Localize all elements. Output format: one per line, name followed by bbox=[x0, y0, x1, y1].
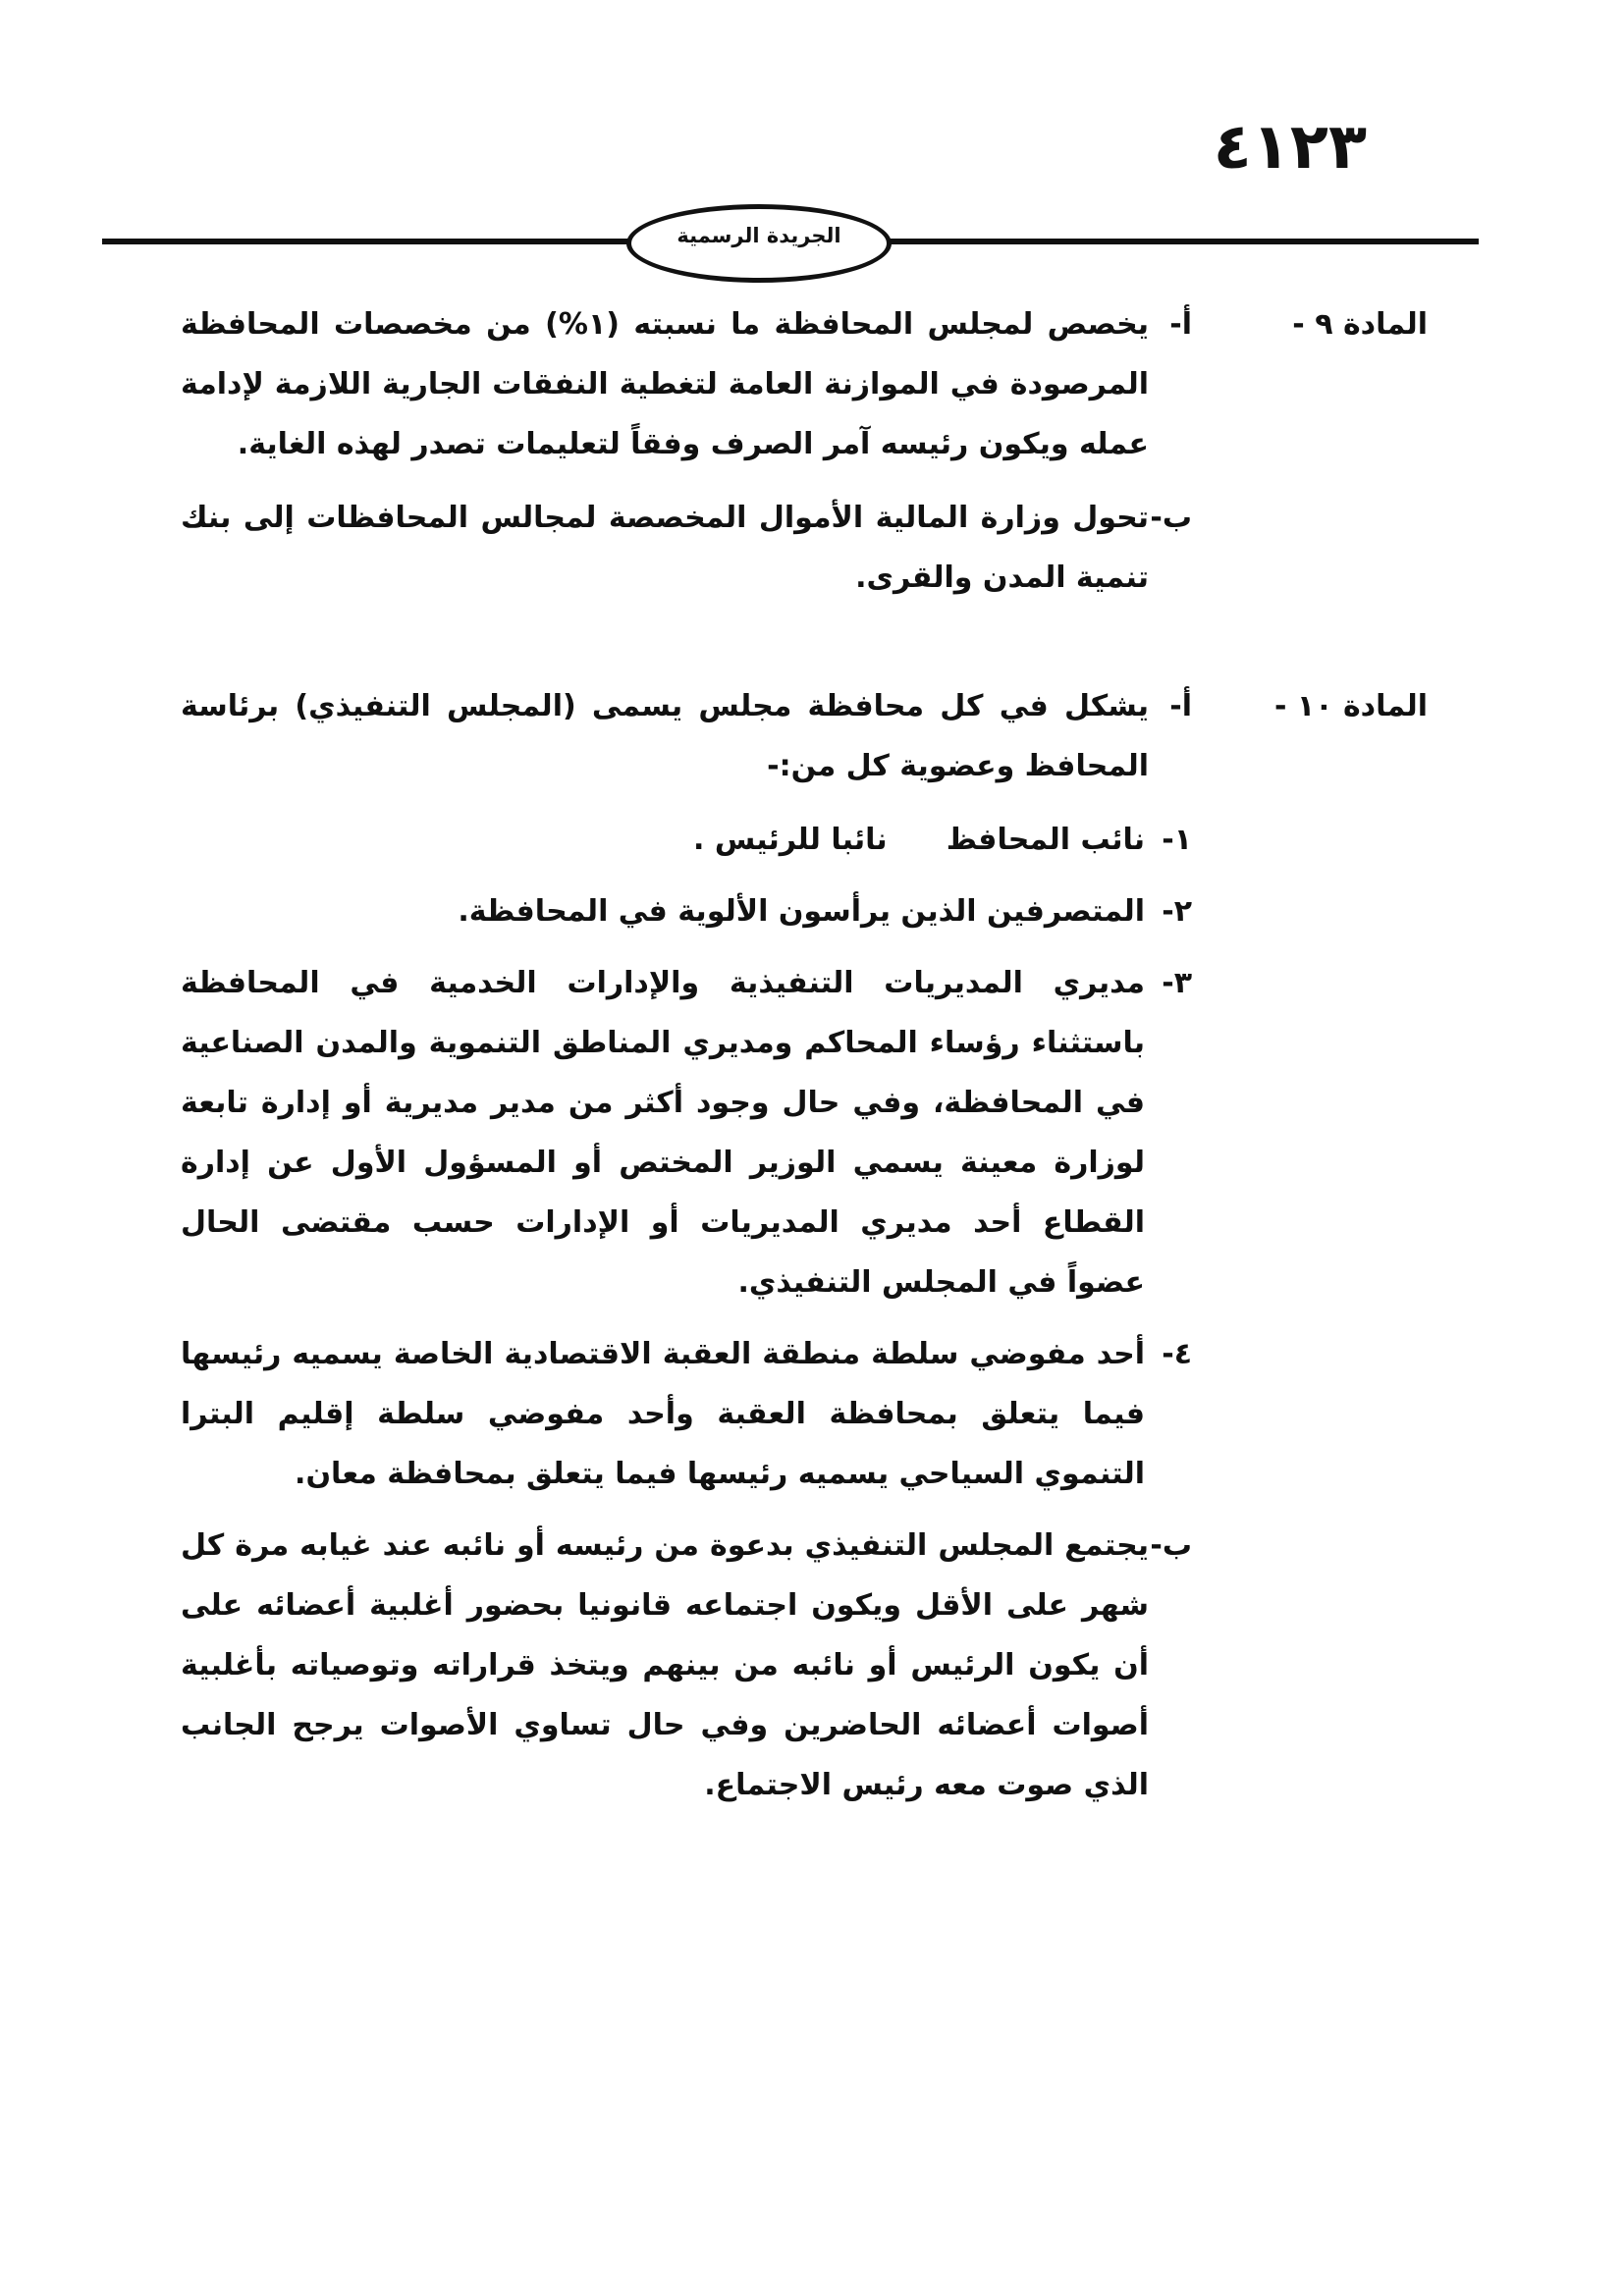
item-number: ٤- bbox=[1162, 1337, 1192, 1371]
paragraph-text: يشكل في كل محافظة مجلس يسمى (المجلس التنفيذي) برئاسة المحافظ وعضوية كل من:- bbox=[181, 689, 1149, 783]
paragraph-marker: ب- bbox=[1150, 501, 1192, 535]
member-item-1 bbox=[181, 810, 1192, 870]
page-number: ٤١٢٣ bbox=[1213, 111, 1367, 184]
paragraph-marker: ب- bbox=[1150, 1528, 1192, 1563]
member-item-4 bbox=[181, 1324, 1192, 1504]
member-item-3 bbox=[181, 953, 1192, 1312]
article-9 bbox=[181, 294, 1428, 608]
item-text: نائب المحافظ bbox=[946, 823, 1145, 857]
paragraph-marker: أ- bbox=[1169, 689, 1192, 723]
paragraph-text: تحول وزارة المالية الأموال المخصصة لمجالس المحافظات إلى بنك تنمية المدن والقرى. bbox=[181, 501, 1149, 595]
item-text: أحد مفوضي سلطة منطقة العقبة الاقتصادية الخاصة يسميه رئيسها فيما يتعلق بمحافظة العقبة وأحد مفوضي سلطة إقليم البترا التنموي السياحي يسميه رئيسها فيما يتعلق بمحافظة معان. bbox=[181, 1337, 1145, 1491]
article-10-paragraph-a bbox=[181, 676, 1192, 796]
item-text: المتصرفين الذين يرأسون الألوية في المحافظة. bbox=[458, 894, 1145, 929]
member-item-2 bbox=[181, 881, 1192, 941]
gazette-title: الجريدة الرسمية bbox=[677, 224, 841, 247]
article-10-paragraph-b bbox=[181, 1516, 1192, 1815]
document-body bbox=[181, 294, 1428, 1829]
item-number: ٣- bbox=[1162, 966, 1192, 1000]
item-number: ١- bbox=[1162, 823, 1192, 857]
paragraph-marker: أ- bbox=[1169, 307, 1192, 342]
article-9-paragraph-a bbox=[181, 294, 1192, 474]
article-9-paragraph-b bbox=[181, 488, 1192, 608]
paragraph-text: يخصص لمجلس المحافظة ما نسبته (١%) من مخصصات المحافظة المرصودة في الموازنة العامة لتغطية النفقات الجارية اللازمة لإدامة عمله ويكون رئيسه آمر الصرف وفقاً لتعليمات تصدر لهذه الغاية. bbox=[181, 307, 1149, 461]
item-role: نائبا للرئيس . bbox=[693, 823, 888, 857]
article-label: المادة ١٠ - bbox=[1273, 689, 1428, 723]
article-10 bbox=[181, 676, 1428, 1815]
article-label: المادة ٩ - bbox=[1292, 307, 1428, 342]
item-number: ٢- bbox=[1162, 894, 1192, 929]
item-text: مديري المديريات التنفيذية والإدارات الخدمية في المحافظة باستثناء رؤساء المحاكم ومديري المناطق التنموية والمدن الصناعية في المحافظة، وفي حال وجود أكثر من مدير مديرية أو إدارة تابعة لوزارة معينة يسمي الوزير المختص أو المسؤول الأول عن إدارة القطاع أحد مديري المديريات أو الإدارات حسب مقتضى الحال عضواً في المجلس التنفيذي. bbox=[181, 966, 1145, 1300]
paragraph-text: يجتمع المجلس التنفيذي بدعوة من رئيسه أو نائبه عند غيابه مرة كل شهر على الأقل ويكون اجتماعه قانونيا بحضور أغلبية أعضائه على أن يكون الرئيس أو نائبه من بينهم ويتخذ قراراته وتوصياته بأغلبية أصوات أعضائه الحاضرين وفي حال تساوي الأصوات يرجح الجانب الذي صوت معه رئيس الاجتماع. bbox=[181, 1528, 1149, 1802]
